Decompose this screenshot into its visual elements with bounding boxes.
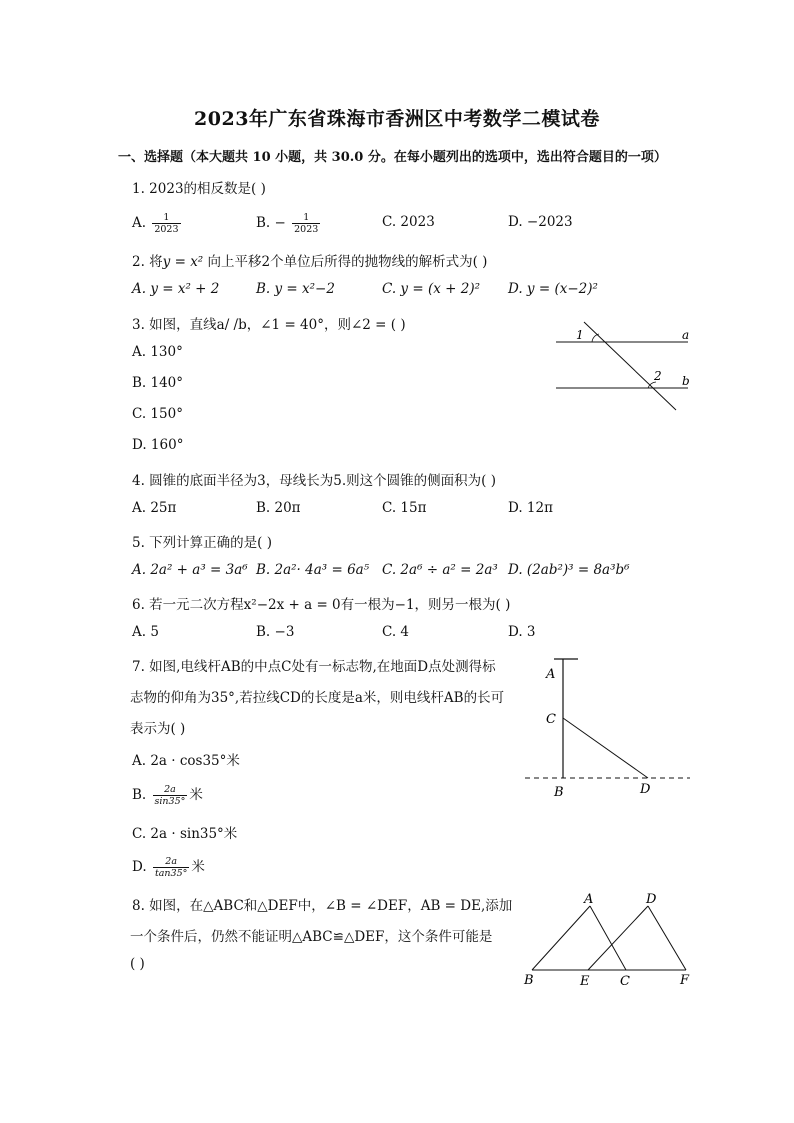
q5-option-b[interactable]: B. 2a²· 4a³ = 6a⁵ — [256, 562, 370, 578]
q4-option-b[interactable]: B. 20π — [256, 500, 301, 516]
q3-transversal — [584, 322, 676, 410]
q3-parallel-lines-figure — [548, 320, 698, 412]
question-7-stem-line-1: 7. 如图,电线杆AB的中点C处有一标志物,在地面D点处测得标 — [132, 659, 496, 675]
q7-option-d-unit: 米 — [191, 859, 205, 875]
q8-side-de — [588, 906, 648, 970]
q3-label-a: a — [682, 328, 690, 342]
q1-option-a-label: A. — [132, 215, 147, 231]
q1-option-b[interactable] — [256, 212, 322, 235]
q1-option-d[interactable]: D. −2023 — [508, 214, 573, 230]
q4-option-d[interactable]: D. 12π — [508, 500, 553, 516]
question-7-stem-line-3: 表示为( ) — [130, 721, 186, 737]
q7-b-numerator: 2a — [153, 784, 188, 796]
q5-option-c[interactable]: C. 2a⁶ ÷ a² = 2a³ — [382, 562, 498, 578]
q7-option-a[interactable]: A. 2a · cos35°米 — [132, 753, 240, 769]
q8-label-f: F — [680, 973, 690, 988]
q3-label-2: 2 — [654, 369, 662, 383]
q7-d-denominator: tan35° — [154, 868, 188, 879]
q1-b-numerator: 1 — [292, 212, 320, 224]
q3-option-b[interactable]: B. 140° — [132, 375, 184, 391]
q6-option-b[interactable]: B. −3 — [256, 624, 295, 640]
q2-option-c[interactable]: C. y = (x + 2)² — [382, 281, 480, 297]
q2-option-a[interactable]: A. y = x² + 2 — [132, 281, 220, 297]
question-7-stem-line-2: 志物的仰角为35°,若拉线CD的长度是a米，则电线杆AB的长可 — [130, 690, 505, 706]
q8-label-d: D — [646, 892, 657, 907]
q6-option-d[interactable]: D. 3 — [508, 624, 536, 640]
q7-pole-figure — [520, 650, 695, 802]
q3-option-c[interactable]: C. 150° — [132, 406, 183, 422]
q2-stem-suffix: 向上平移2个单位后所得的抛物线的解析式为( ) — [207, 254, 488, 270]
q3-option-d[interactable]: D. 160° — [132, 437, 184, 453]
q7-option-d-fraction — [153, 856, 189, 879]
question-1-stem: 1. 2023的相反数是( ) — [132, 181, 266, 197]
q7-label-d: D — [640, 782, 651, 797]
q8-triangles-figure — [520, 892, 695, 990]
q5-option-a[interactable]: A. 2a² + a³ = 3a⁶ — [132, 562, 248, 578]
q7-b-denominator: sin35° — [154, 796, 186, 807]
q7-d-numerator: 2a — [153, 856, 189, 868]
q7-option-d-label: D. — [132, 859, 147, 875]
question-2-stem — [132, 250, 487, 270]
q3-label-1: 1 — [576, 328, 584, 342]
q8-label-e: E — [580, 974, 590, 989]
q4-option-a[interactable]: A. 25π — [132, 500, 177, 516]
q1-option-a-fraction — [152, 212, 180, 235]
question-3-stem: 3. 如图，直线a/ /b，∠1 = 40°，则∠2 = ( ) — [132, 317, 406, 333]
section-heading: 一、选择题（本大题共 10 小题，共 30.0 分。在每小题列出的选项中，选出符合题目的一项） — [118, 150, 667, 165]
q8-label-a: A — [584, 892, 594, 907]
q3-option-a[interactable]: A. 130° — [132, 344, 183, 360]
q8-side-ab — [532, 906, 590, 970]
q2-stem-prefix: 2. 将 — [132, 254, 163, 270]
q1-option-b-label: B. − — [256, 215, 286, 231]
question-6-stem: 6. 若一元二次方程x²−2x + a = 0有一根为−1，则另一根为( ) — [132, 597, 511, 613]
q8-side-df — [648, 906, 686, 970]
q7-guy-wire — [563, 718, 648, 778]
q7-option-b-unit: 米 — [189, 787, 203, 803]
question-5-stem: 5. 下列计算正确的是( ) — [132, 535, 272, 551]
q4-option-c[interactable]: C. 15π — [382, 500, 427, 516]
q8-side-ac — [590, 906, 626, 970]
q3-label-b: b — [682, 374, 690, 388]
q7-label-a: A — [546, 667, 556, 682]
question-4-stem: 4. 圆锥的底面半径为3，母线长为5.则这个圆锥的侧面积为( ) — [132, 473, 496, 489]
q1-option-a[interactable] — [132, 212, 183, 235]
q2-stem-math: y = x² — [162, 254, 208, 270]
question-8-stem-line-2: 一个条件后，仍然不能证明△ABC≌△DEF，这个条件可能是 — [130, 929, 493, 945]
q1-b-denominator: 2023 — [294, 224, 319, 235]
q7-label-b: B — [554, 785, 564, 800]
q8-label-c: C — [620, 974, 630, 989]
q7-option-b-fraction — [153, 784, 188, 807]
exam-title: 2023年广东省珠海市香洲区中考数学二模试卷 — [194, 108, 600, 130]
q2-option-d[interactable]: D. y = (x−2)² — [508, 281, 598, 297]
q2-option-b[interactable]: B. y = x²−2 — [256, 281, 335, 297]
q7-option-b-label: B. — [132, 787, 147, 803]
q1-a-denominator: 2023 — [154, 224, 179, 235]
q8-label-b: B — [524, 973, 534, 988]
question-8-stem-line-1: 8. 如图，在△ABC和△DEF中，∠B = ∠DEF，AB = DE,添加 — [132, 898, 513, 914]
q7-option-b[interactable] — [132, 783, 203, 807]
question-8-stem-line-3: ( ) — [130, 956, 145, 972]
q1-option-c[interactable]: C. 2023 — [382, 214, 435, 230]
q6-option-a[interactable]: A. 5 — [132, 624, 159, 640]
q6-option-c[interactable]: C. 4 — [382, 624, 410, 640]
q7-label-c: C — [546, 712, 556, 727]
q7-option-c[interactable]: C. 2a · sin35°米 — [132, 826, 238, 842]
q1-option-b-fraction — [292, 212, 320, 235]
q1-a-numerator: 1 — [152, 212, 180, 224]
q7-option-d[interactable] — [132, 855, 205, 879]
q5-option-d[interactable]: D. (2ab²)³ = 8a³b⁶ — [508, 562, 630, 578]
